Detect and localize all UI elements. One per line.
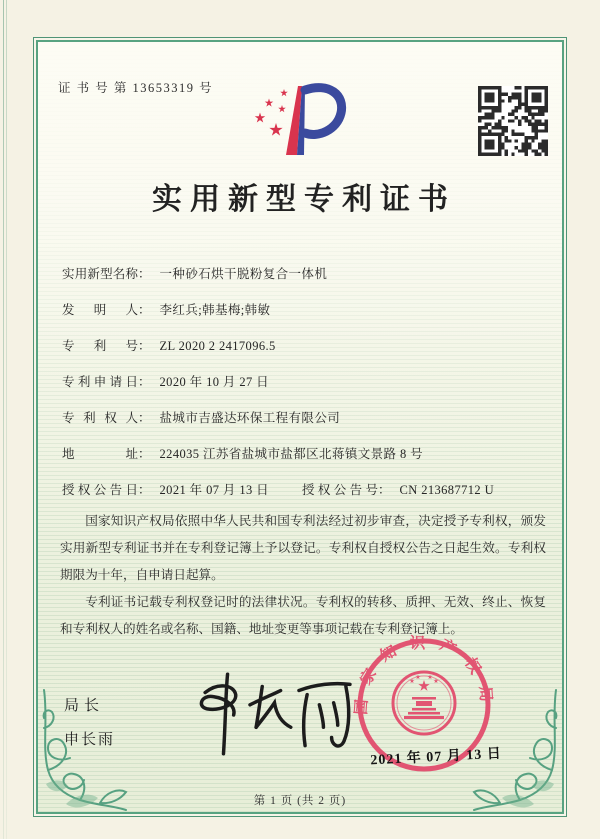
field-label-patentee: 专利权人: [62, 411, 138, 425]
logo-stars-icon: [255, 89, 288, 136]
cnipa-patent-logo-icon: [248, 82, 348, 160]
legal-text: [60, 508, 546, 643]
certificate-title: 实用新型专利证书: [152, 183, 456, 216]
field-row-name: [62, 264, 542, 282]
field-value-filing-date: 2020 年 10 月 27 日: [159, 375, 270, 389]
director-title: 局长: [64, 698, 105, 714]
colon: ：: [138, 483, 151, 497]
field-value-grant-date: 2021 年 07 月 13 日: [159, 483, 270, 497]
scan-edge-line: [6, 0, 7, 839]
field-value-name: 一种砂石烘干脱粉复合一体机: [159, 267, 328, 281]
legal-paragraph-1: 国家知识产权局依照中华人民共和国专利法经过初步审查，决定授予专利权，颁发实用新型专利证书并在专利登记簿上予以登记。专利权自授权公告之日起生效。专利权期限为十年，自申请日起算。: [60, 514, 546, 582]
field-label-address: 地址: [62, 447, 138, 461]
field-value-patent-number: ZL 2020 2 2417096.5: [159, 339, 276, 353]
director-signature: [188, 664, 363, 766]
field-row-filing-date: [62, 372, 542, 390]
field-row-patent-number: [62, 336, 542, 354]
colon: ：: [378, 483, 391, 497]
seal-date: 2021 年 07 月 13 日: [370, 746, 503, 769]
field-value-inventor: 李红兵;韩基梅;韩敏: [159, 303, 271, 317]
colon: ：: [138, 339, 151, 353]
colon: ：: [138, 303, 151, 317]
field-value-patentee: 盐城市吉盛达环保工程有限公司: [159, 411, 341, 425]
field-label-name: 实用新型名称: [62, 267, 138, 281]
field-label-grant-number: 授权公告号: [302, 483, 378, 497]
director-name: 申长雨: [64, 732, 116, 748]
page-footer: 第 1 页 (共 2 页): [253, 795, 347, 807]
colon: ：: [138, 447, 151, 461]
colon: ：: [138, 375, 151, 389]
field-row-patentee: [62, 408, 542, 426]
national-emblem-icon: [393, 672, 455, 734]
field-label-filing-date: 专利申请日: [62, 375, 138, 389]
scan-edge-line: [3, 0, 4, 839]
qr-code: [478, 86, 548, 156]
corner-flourish-right-icon: [470, 688, 564, 814]
certificate-number: 证 书 号 第 13653319 号: [58, 81, 214, 95]
legal-paragraph-2: 专利证书记载专利权登记时的法律状况。专利权的转移、质押、无效、终止、恢复和专利权人的姓名或名称、国籍、地址变更等事项记载在专利登记簿上。: [60, 595, 546, 636]
certificate-body: [36, 40, 564, 814]
seal-text: 国家知识产权局: [353, 634, 495, 716]
colon: ：: [138, 267, 151, 281]
certificate-border: [33, 37, 567, 817]
field-value-address: 224035 江苏省盐城市盐都区北蒋镇文景路 8 号: [159, 447, 424, 461]
corner-flourish-left-icon: [36, 688, 130, 814]
field-row-address: [62, 444, 542, 462]
field-label-patent-number: 专利号: [62, 339, 138, 353]
colon: ：: [138, 411, 151, 425]
field-label-grant-date: 授权公告日: [62, 483, 138, 497]
field-row-grant: [62, 480, 542, 498]
field-pair-grant-number: [302, 480, 494, 498]
field-row-inventor: [62, 300, 542, 318]
field-value-grant-number: CN 213687712 U: [399, 483, 495, 497]
field-label-inventor: 发明人: [62, 303, 138, 317]
